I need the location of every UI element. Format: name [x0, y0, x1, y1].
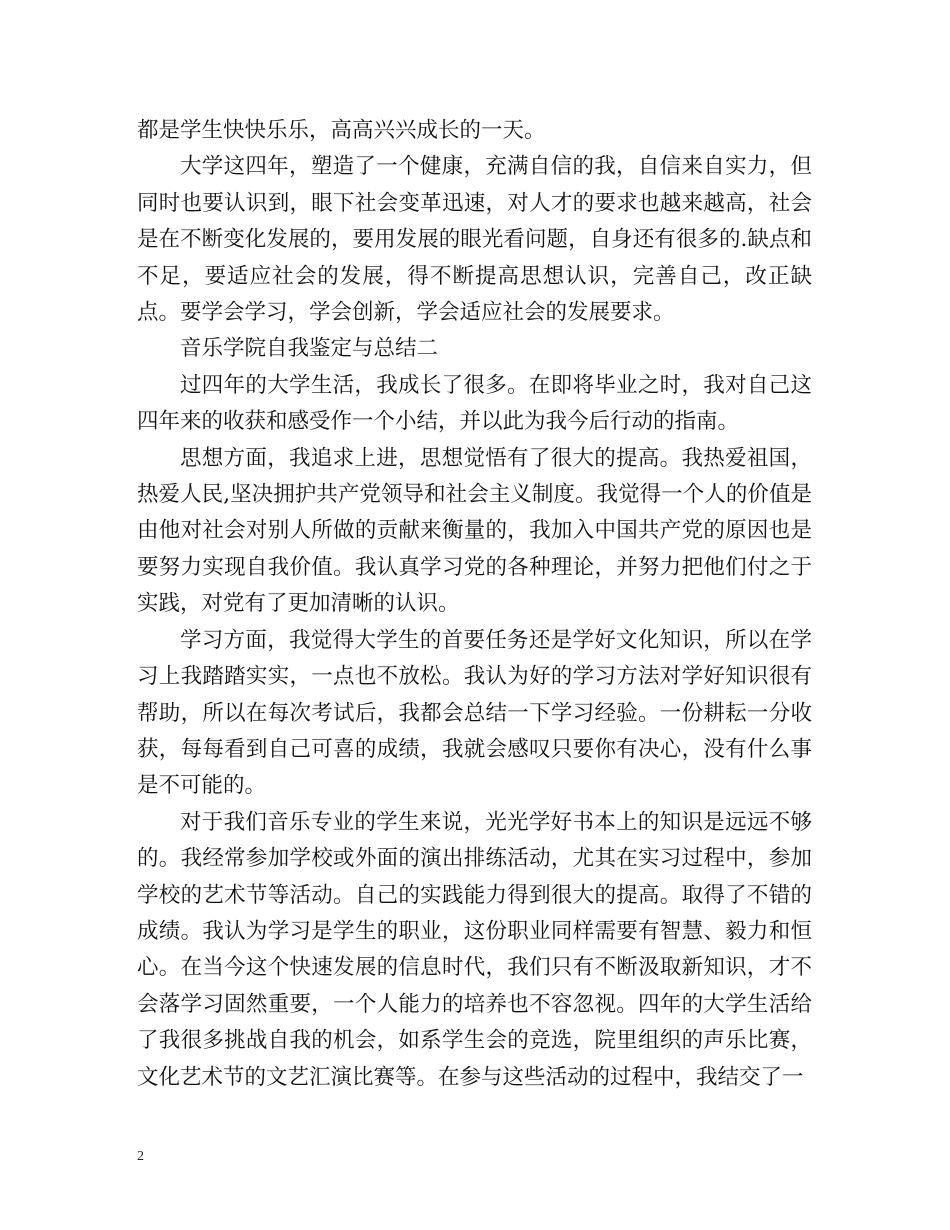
- page-number: 2: [137, 1149, 144, 1164]
- paragraph-ideology: 思想方面，我追求上进，思想觉悟有了很大的提高。我热爱祖国，热爱人民,坚决拥护共产党领导和社会主义制度。我觉得一个人的价值是由他对社会对别人所做的贡献来衡量的，我加入中国共产党的原因也是要努力实现自我价值。我认真学习党的各种理论，并努力把他们付之于实践，对党有了更加清晰的认识。: [137, 445, 812, 617]
- paragraph-intro: 过四年的大学生活，我成长了很多。在即将毕业之时，我对自己这四年来的收获和感受作一个小结，并以此为我今后行动的指南。: [137, 372, 812, 435]
- body-text: [137, 113, 812, 1096]
- paragraph-continuation: 都是学生快快乐乐，高高兴兴成长的一天。: [137, 118, 546, 143]
- section-heading: 音乐学院自我鉴定与总结二: [180, 336, 439, 362]
- paragraph-university-four-years: 大学这四年，塑造了一个健康，充满自信的我，自信来自实力，但同时也要认识到，眼下社会变革迅速，对人才的要求也越来越高，社会是在不断变化发展的，要用发展的眼光看问题，自身还有很多的.缺点和不足，要适应社会的发展，得不断提高思想认识，完善自己，改正缺点。要学会学习，学会创新，学会适应社会的发展要求。: [137, 154, 812, 326]
- paragraph-study: 学习方面，我觉得大学生的首要任务还是学好文化知识，所以在学习上我踏踏实实，一点也不放松。我认为好的学习方法对学好知识很有帮助，所以在每次考试后，我都会总结一下学习经验。一份耕耘一分收获，每每看到自己可喜的成绩，我就会感叹只要你有决心，没有什么事是不可能的。: [137, 627, 812, 799]
- paragraph-music-practice: 对于我们音乐专业的学生来说，光光学好书本上的知识是远远不够的。我经常参加学校或外面的演出排练活动，尤其在实习过程中，参加学校的艺术节等活动。自己的实践能力得到很大的提高。取得了不错的成绩。我认为学习是学生的职业，这份职业同样需要有智慧、毅力和恒心。在当今这个快速发展的信息时代，我们只有不断汲取新知识，才不会落学习固然重要，一个人能力的培养也不容忽视。四年的大学生活给了我很多挑战自我的机会，如系学生会的竞选，院里组织的声乐比赛，文化艺术节的文艺汇演比赛等。在参与这些活动的过程中，我结交了一: [137, 809, 812, 1090]
